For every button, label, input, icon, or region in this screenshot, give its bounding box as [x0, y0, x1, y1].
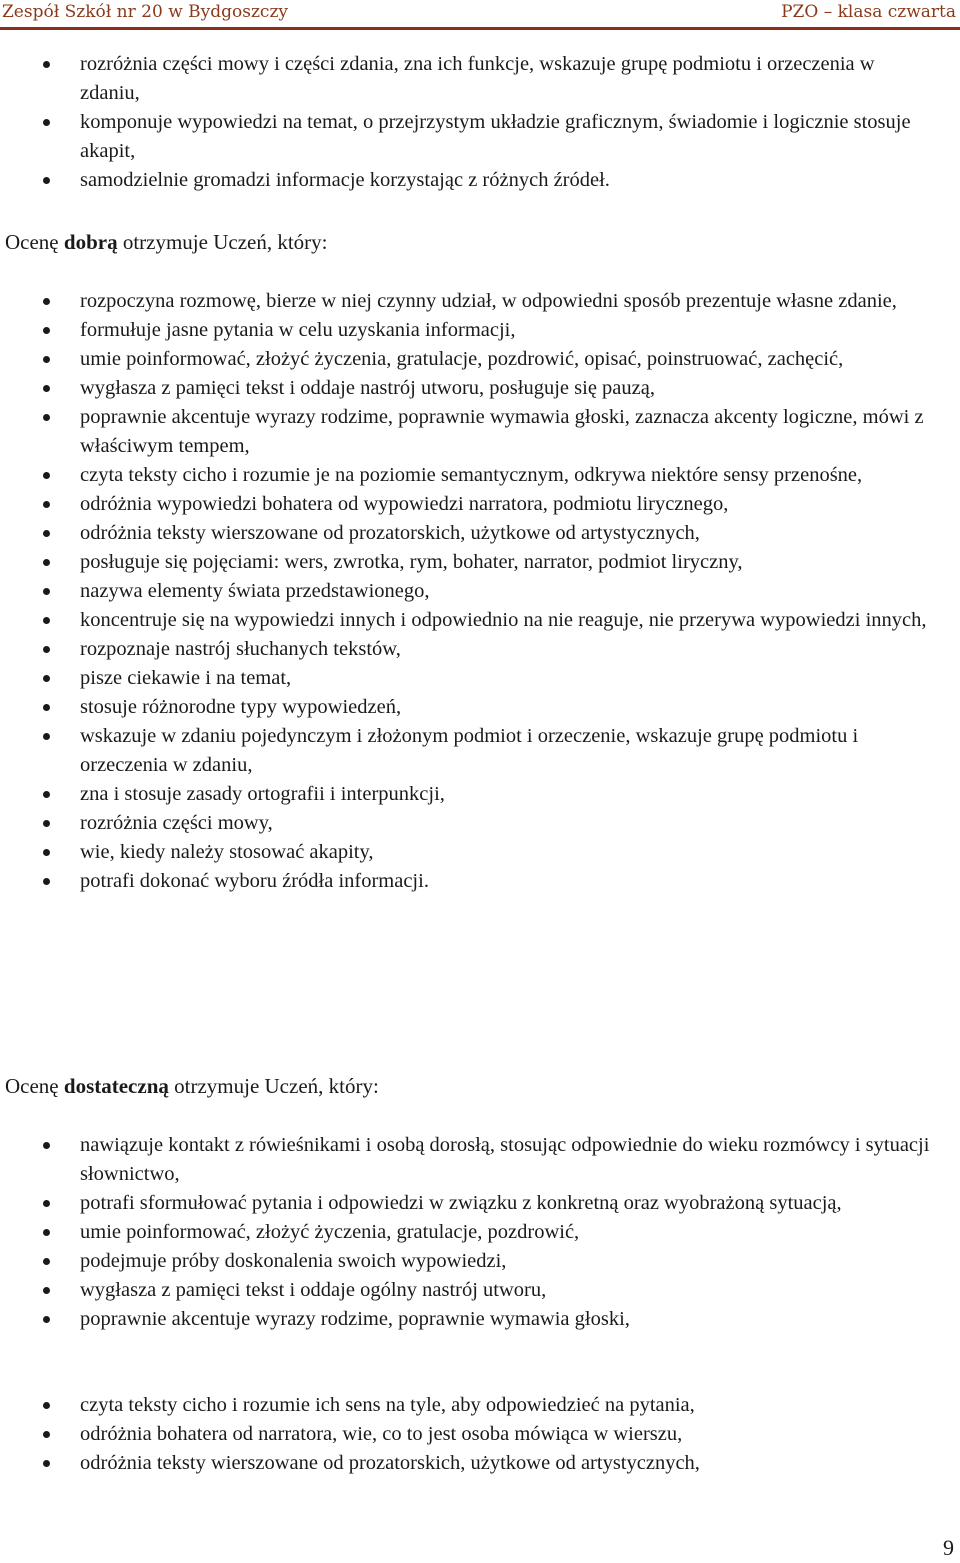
- list-item: odróżnia bohatera od narratora, wie, co to jest osoba mówiąca w wierszu,: [0, 1420, 960, 1449]
- heading-sufficient: Ocenę dostateczną otrzymuje Uczeń, który:: [5, 1074, 379, 1098]
- sufficient-list-block-a: [0, 1131, 960, 1334]
- list-item: podejmuje próby doskonalenia swoich wypowiedzi,: [0, 1247, 960, 1276]
- top-criteria-list: [0, 50, 960, 195]
- list-item: rozpoczyna rozmowę, bierze w niej czynny udział, w odpowiedni sposób prezentuje własne zdanie,: [0, 287, 960, 316]
- list-item: potrafi dokonać wyboru źródła informacji.: [0, 867, 960, 896]
- list-item: rozróżnia części mowy i części zdania, zna ich funkcje, wskazuje grupę podmiotu i orzeczenia w zdaniu,: [0, 50, 960, 108]
- list-item: posługuje się pojęciami: wers, zwrotka, rym, bohater, narrator, podmiot liryczny,: [0, 548, 960, 577]
- list-item: rozróżnia części mowy,: [0, 809, 960, 838]
- sufficient-criteria-list-b: [0, 1391, 960, 1478]
- list-item: czyta teksty cicho i rozumie ich sens na tyle, aby odpowiedzieć na pytania,: [0, 1391, 960, 1420]
- list-item: pisze ciekawie i na temat,: [0, 664, 960, 693]
- list-item: samodzielnie gromadzi informacje korzystając z różnych źródeł.: [0, 166, 960, 195]
- list-item: wygłasza z pamięci tekst i oddaje nastrój utworu, posługuje się pauzą,: [0, 374, 960, 403]
- good-criteria-list: [0, 287, 960, 896]
- page-number: 9: [943, 1535, 954, 1560]
- good-list-block: [0, 287, 960, 896]
- list-item: komponuje wypowiedzi na temat, o przejrzystym układzie graficznym, świadomie i logicznie stosuje akapit,: [0, 108, 960, 166]
- list-item: umie poinformować, złożyć życzenia, gratulacje, pozdrowić,: [0, 1218, 960, 1247]
- list-item: rozpoznaje nastrój słuchanych tekstów,: [0, 635, 960, 664]
- list-item: wskazuje w zdaniu pojedynczym i złożonym podmiot i orzeczenie, wskazuje grupę podmiotu i orzeczenia w zdaniu,: [0, 722, 960, 780]
- heading-good: Ocenę dobrą otrzymuje Uczeń, który:: [5, 230, 328, 254]
- sufficient-list-block-b: [0, 1391, 960, 1478]
- list-item: zna i stosuje zasady ortografii i interpunkcji,: [0, 780, 960, 809]
- list-item: umie poinformować, złożyć życzenia, gratulacje, pozdrowić, opisać, poinstruować, zachęcić,: [0, 345, 960, 374]
- top-list-block: [0, 50, 960, 195]
- list-item: odróżnia wypowiedzi bohatera od wypowiedzi narratora, podmiotu lirycznego,: [0, 490, 960, 519]
- list-item: stosuje różnorodne typy wypowiedzeń,: [0, 693, 960, 722]
- list-item: nawiązuje kontakt z rówieśnikami i osobą dorosłą, stosując odpowiednie do wieku rozmówcy i sytuacji słownictwo,: [0, 1131, 960, 1189]
- header-divider: [0, 27, 960, 30]
- list-item: wie, kiedy należy stosować akapity,: [0, 838, 960, 867]
- list-item: czyta teksty cicho i rozumie je na poziomie semantycznym, odkrywa niektóre sensy przenośne,: [0, 461, 960, 490]
- grade-sufficient: dostateczną: [63, 1074, 169, 1098]
- list-item: potrafi sformułować pytania i odpowiedzi w związku z konkretną oraz wyobrażoną sytuacją,: [0, 1189, 960, 1218]
- list-item: poprawnie akcentuje wyrazy rodzime, poprawnie wymawia głoski, zaznacza akcenty logiczne, mówi z właściwym tempem,: [0, 403, 960, 461]
- list-item: wygłasza z pamięci tekst i oddaje ogólny nastrój utworu,: [0, 1276, 960, 1305]
- sufficient-criteria-list-a: [0, 1131, 960, 1334]
- list-item: poprawnie akcentuje wyrazy rodzime, poprawnie wymawia głoski,: [0, 1305, 960, 1334]
- document-title: PZO – klasa czwarta: [781, 2, 956, 22]
- grade-good: dobrą: [63, 230, 118, 254]
- list-item: koncentruje się na wypowiedzi innych i odpowiednio na nie reaguje, nie przerywa wypowiedzi innych,: [0, 606, 960, 635]
- list-item: odróżnia teksty wierszowane od prozatorskich, użytkowe od artystycznych,: [0, 519, 960, 548]
- page-header: [0, 0, 960, 27]
- list-item: formułuje jasne pytania w celu uzyskania informacji,: [0, 316, 960, 345]
- school-name: Zespół Szkół nr 20 w Bydgoszczy: [2, 2, 289, 22]
- list-item: nazywa elementy świata przedstawionego,: [0, 577, 960, 606]
- list-item: odróżnia teksty wierszowane od prozatorskich, użytkowe od artystycznych,: [0, 1449, 960, 1478]
